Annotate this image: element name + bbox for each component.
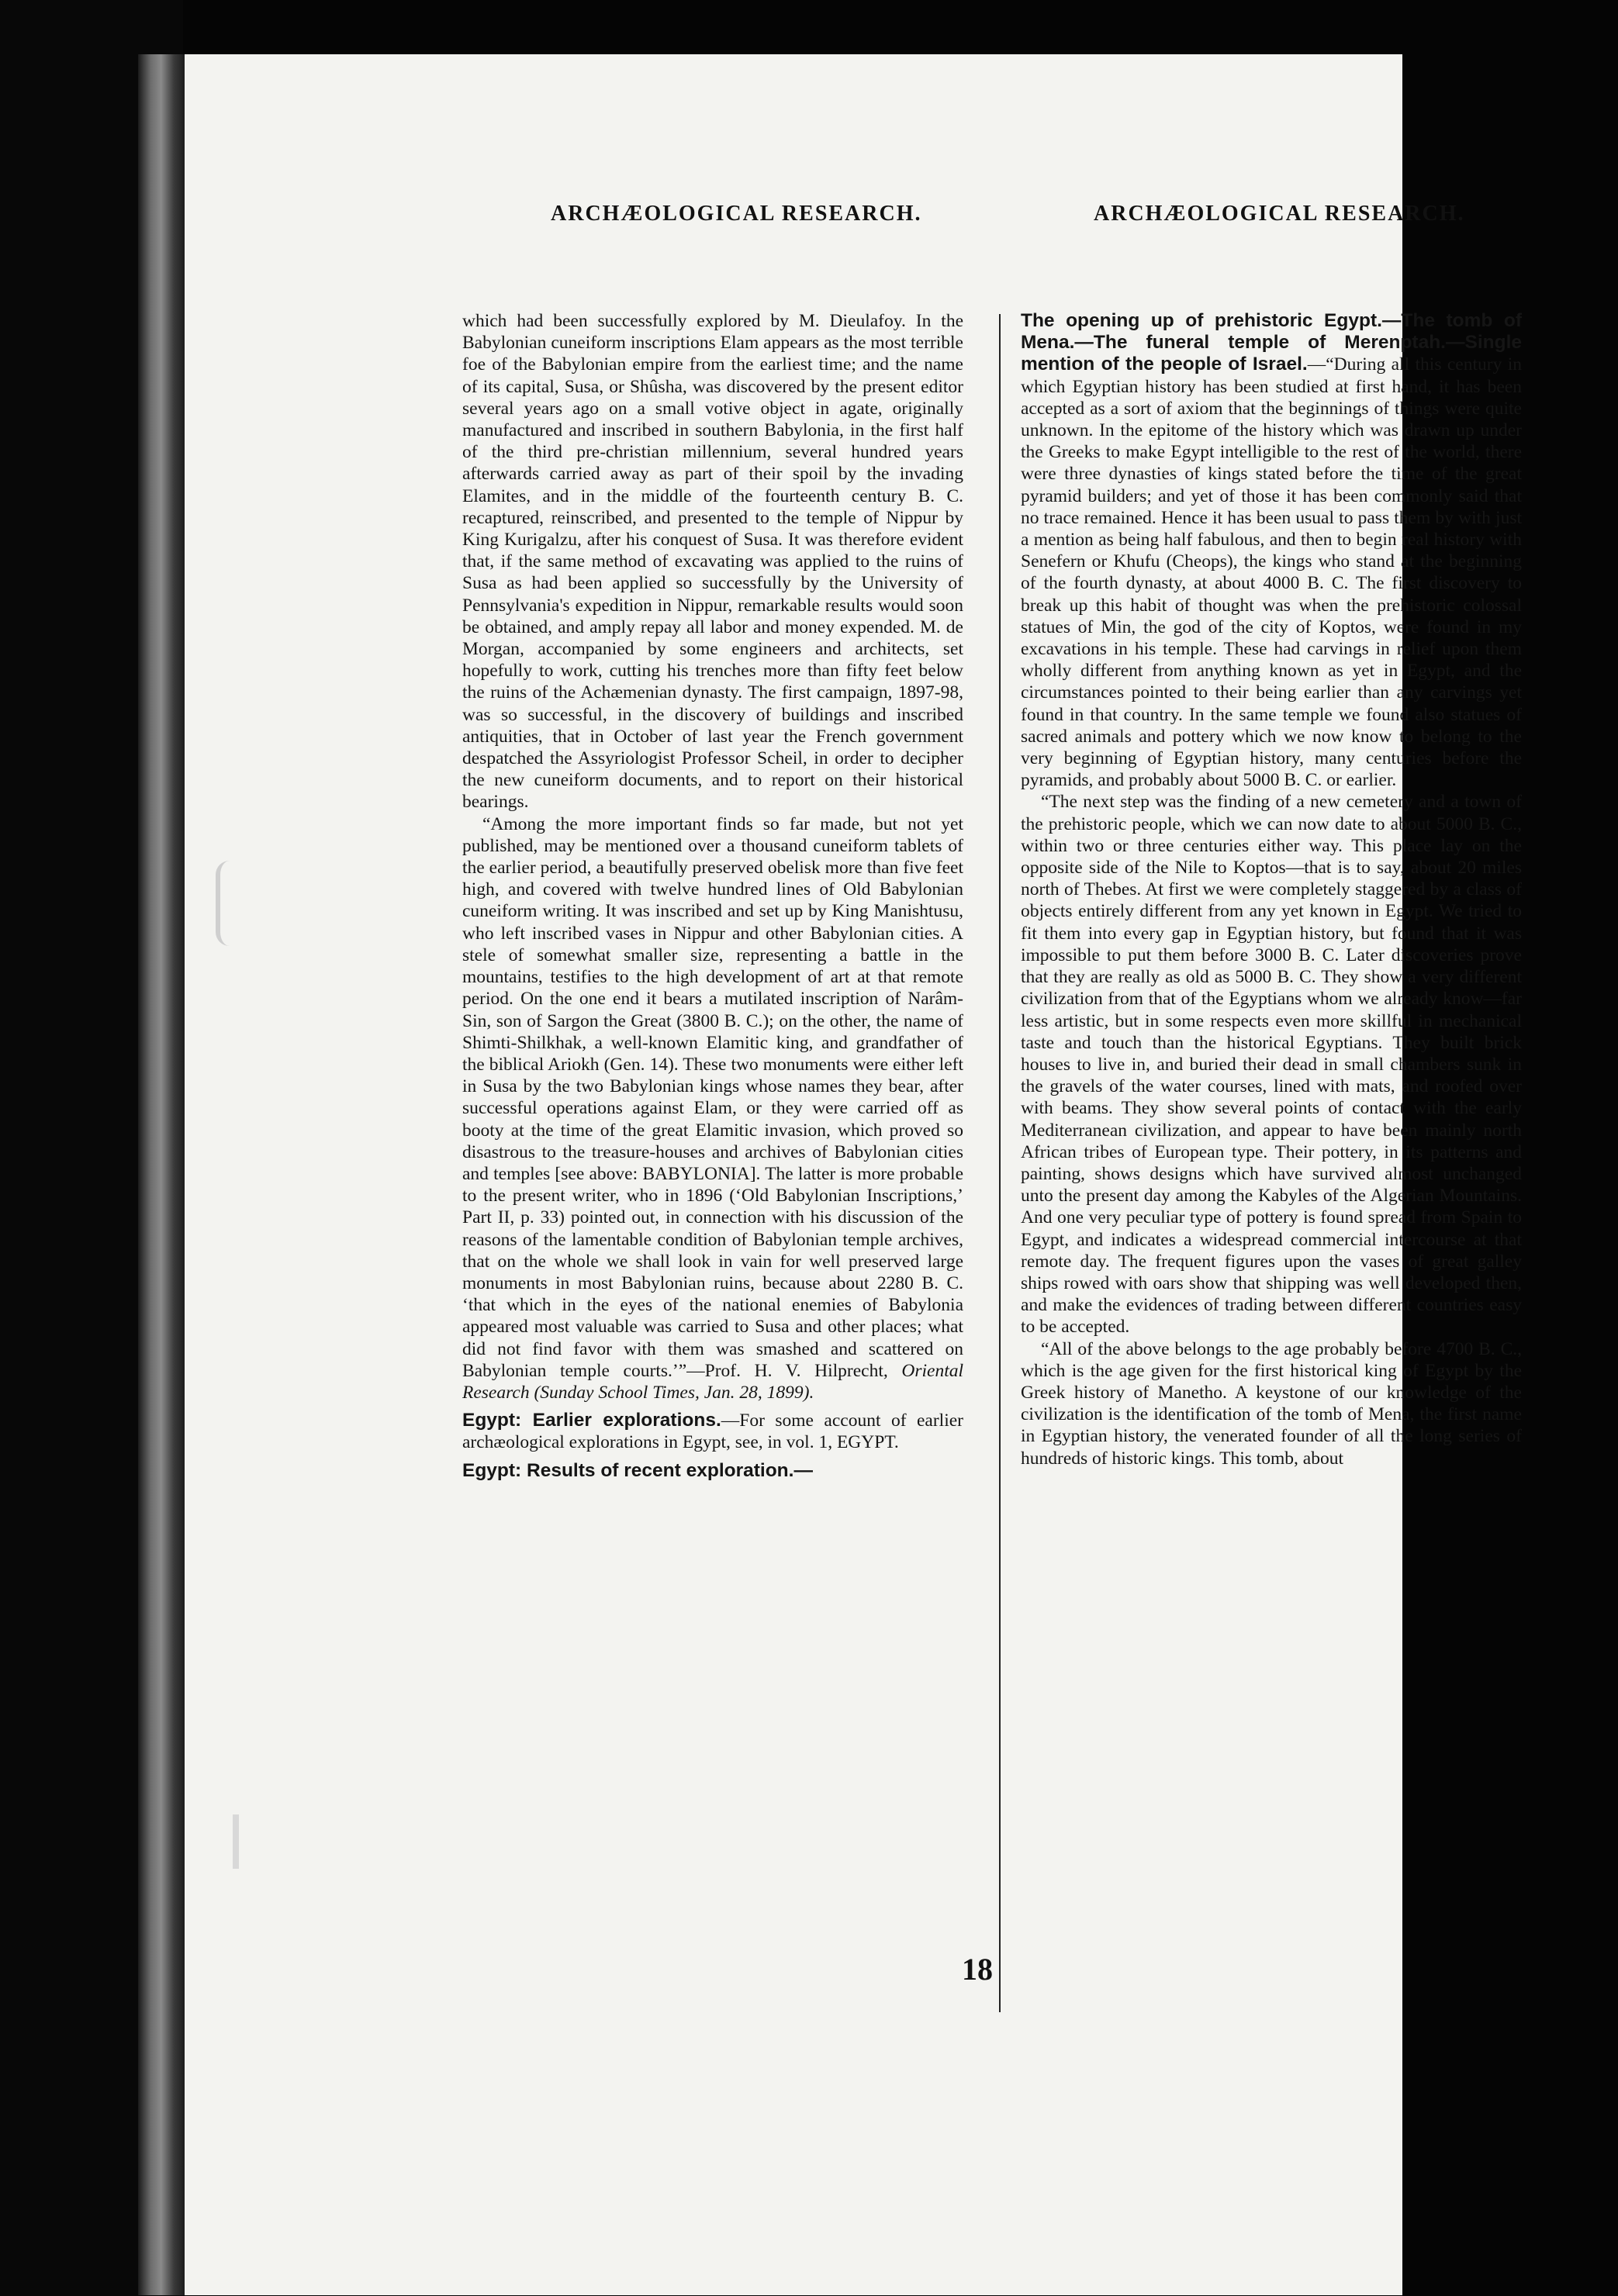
running-header-left: ARCHÆOLOGICAL RESEARCH. <box>551 202 922 226</box>
paragraph: “All of the above belongs to the age probably before 4700 B. C., which is the age given for the first historical king of Egypt by the Greek history of Manetho. A keystone of our knowledge of the civilization is the identification of the tomb of Mena, the first name in Egyptian history, the venerated founder of all the long series of hundreds of historic kings. This tomb, about <box>1021 1338 1522 1469</box>
paragraph: which had been successfully explored by M. Dieulafoy. In the Babylonian cuneiform inscriptions Elam appears as the most terrible foe of the Babylonian empire from the earliest time; and the name of its capital, Susa, or Shûsha, was discovered by the present editor several years ago on a small votive object in agate, originally manufactured and inscribed in southern Babylonia, in the first half of the third pre-christian millennium, several hundred years afterwards carried away as part of their spoil by the invading Elamites, and in the middle of the fourteenth century B. C. recaptured, reinscribed, and presented to the temple of Nippur by King Kurigalzu, after his conquest of Susa. It was therefore evident that, if the same method of excavating was applied to the ruins of Susa as had been applied so successfully by the University of Pennsylvania's expedition in Nippur, remarkable results would soon be obtained, and amply repay all labor and money expended. M. de Morgan, accompanied by some engineers and architects, set hopefully to work, cutting his trenches more than fifty feet below the ruins of the Achæmenian dynasty. The first campaign, 1897-98, was so successful, in the discovery of buildings and inscribed antiquities, that in October of last year the French government despatched the Assyriologist Professor Scheil, in order to decipher the new cuneiform documents, and to report on their historical bearings. <box>462 311 963 813</box>
margin-mark-lower <box>233 1814 239 1869</box>
column-rule <box>999 314 1001 2012</box>
paragraph: “The next step was the finding of a new cemetery and a town of the prehistoric people, which we can now date to about 5000 B. C., within two or three centuries either way. This place lay on the opposite side of the Nile to Koptos—that is to say, about 20 miles north of Thebes. At first we were completely staggered by a class of objects entirely different from any yet known in Egypt. We tried to fit them into every gap in Egyptian history, but found that it was impossible to put them before 3000 B. C. Later discoveries prove that they are really as old as 5000 B. C. They show a very different civilization from that of the Egyptians whom we already know—far less artistic, but in some respects even more skillful in mechanical taste and touch than the historical Egyptians. They built brick houses to live in, and buried their dead in small chambers sunk in the gravels of the water courses, lined with mats, and roofed over with beams. They show several points of contact with the early Mediterranean civilization, and appear to have been mainly north African tribes of European type. Their pottery, in its patterns and painting, shows designs which have survived almost unchanged unto the present day among the Kabyles of the Algerian Mountains. And one very peculiar type of pottery is found spread from Spain to Egypt, and indicates a widespread commercial intercourse at that remote day. The frequent figures upon the vases of great galley ships rowed with oars show that shipping was well developed then, and make the evidences of trading between different countries easy to be accepted. <box>1021 792 1522 1338</box>
paragraph <box>462 813 963 1403</box>
left-column <box>462 310 963 1923</box>
running-header-right: ARCHÆOLOGICAL RESEARCH. <box>1094 202 1465 226</box>
entry-heading: The opening up of prehistoric Egypt.—The tomb of Mena.—The funeral temple of Merenptah.—Single mention of the people of Israel. <box>1021 310 1522 375</box>
quotation: “Among the more important finds so far made, but not yet published, may be mentioned over a thousand cuneiform tablets of the earlier period, a beautifully preserved obelisk more than five feet high, and covered with twelve hundred lines of Old Babylonian cuneiform writing. It was inscribed and set up by King Manishtusu, who left inscribed vases in Nippur and other Babylonian cities. A stele of somewhat smaller size, representing a battle in the mountains, testifies to the high development of art at that remote period. On the one end it bears a mutilated inscription of Narâm-Sin, son of Sargon the Great (3800 B. C.); on the other, the name of Shimti-Shilkhak, a well-known Elamitic king, and grandfather of the biblical Ariokh (Gen. 14). These two monuments were either left in Susa by the two Babylonian kings whose names they bear, after successful operations against Elam, or they were carried off as booty at the time of the great Elamitic invasion, which proved so disastrous to the treasure-houses and archives of Babylonian cities and temples [see above: BABYLONIA]. The latter is more probable to the present writer, who in 1896 (‘Old Babylonian Inscriptions,’ Part II, p. 33) pointed out, in connection with his discussion of the reasons of the lamentable condition of Babylonian temple archives, that on the whole we shall look in vain for well preserved large monuments in most Babylonian ruins, because about 2280 B. C. ‘that which in the eyes of the national enemies of Babylonia appeared most valuable was carried to Susa and other places; what did not find favor with them was smashed and scattered on Babylonian temple courts.’”—Prof. H. V. Hilprecht, <box>462 813 963 1381</box>
margin-mark <box>216 861 230 946</box>
entry-heading: Egypt: Results of recent exploration.— <box>462 1459 813 1481</box>
entry <box>462 1460 963 1482</box>
source-citation: Oriental Research (Sunday School Times, Jan. 28, 1899). <box>462 1360 963 1403</box>
page-edge <box>138 54 189 2295</box>
entry-text: —“During all this century in which Egyptian history has been studied at first hand, it has been accepted as a sort of axiom that the beginnings of things were quite unknown. In the epitome of the history which was drawn up under the Greeks to make Egypt intelligible to the rest of the world, there were three dynasties of kings stated before the time of the great pyramid builders; and yet of those it has been commonly said that no trace remained. Hence it has been usual to pass them by with just a mention as being half fabulous, and then to begin real history with Senefern or Khufu (Cheops), the kings who stand at the beginning of the fourth dynasty, at about 4000 B. C. The first discovery to break up this habit of thought was when the prehistoric colossal statues of Min, the god of the city of Koptos, were found in my excavations in his temple. These had carvings in relief upon them wholly different from anything known as yet in Egypt, and the circumstances pointed to their being earlier than any carvings yet found in that country. In the same temple we found also statues of sacred animals and pottery which we now know to belong to the very beginning of Egyptian history, many centuries before the pyramids, and probably about 5000 B. C. or earlier. <box>1021 354 1522 791</box>
entry-text: —For some account of earlier archæological explorations in Egypt, see, in vol. 1, EGYPT. <box>462 1410 963 1453</box>
page-number: 18 <box>962 1952 993 1987</box>
entry <box>462 1410 963 1453</box>
right-column <box>1021 310 1522 1923</box>
entry <box>1021 310 1522 791</box>
entry-heading: Egypt: Earlier explorations. <box>462 1410 721 1431</box>
